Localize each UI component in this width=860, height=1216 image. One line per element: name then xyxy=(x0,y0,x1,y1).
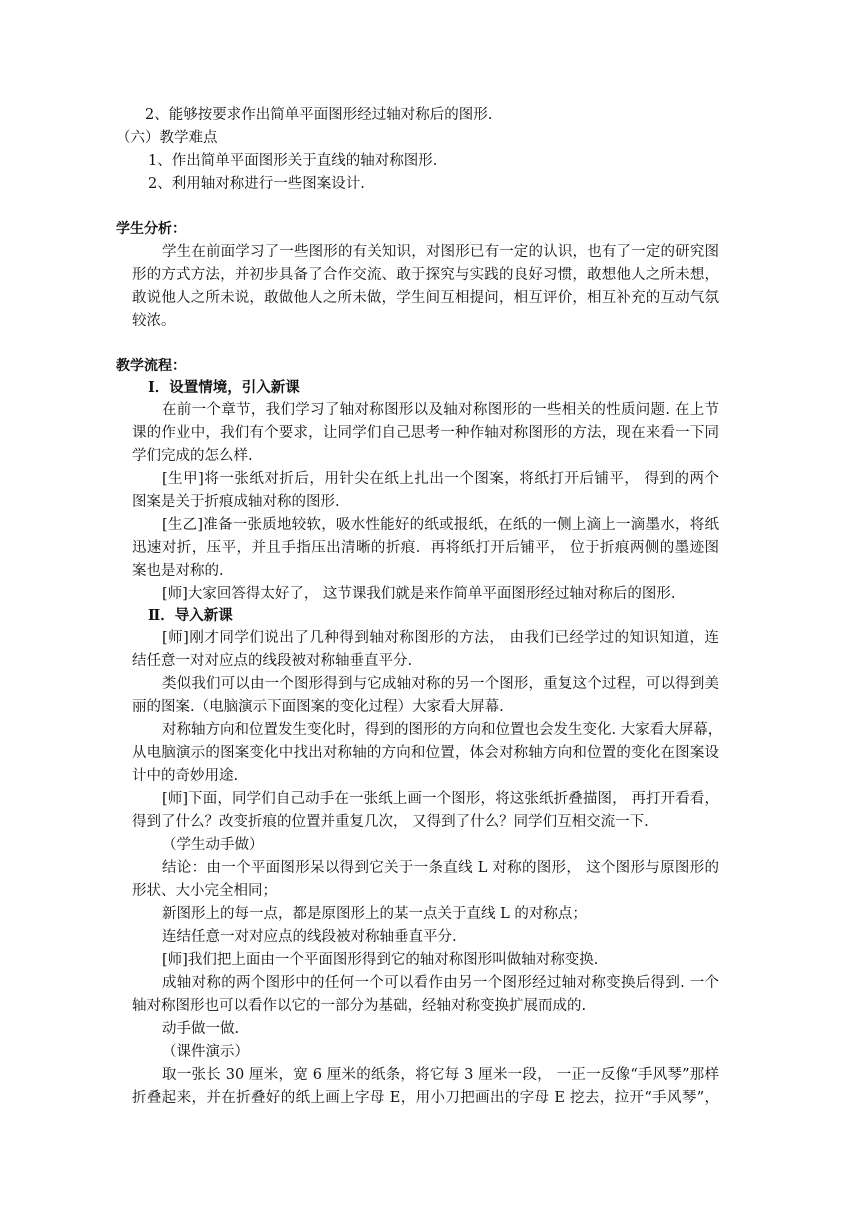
section-heading: 学生分析： xyxy=(116,221,186,237)
paragraph-line: 课的作业中，我们有个要求，让同学们自己思考一种作轴对称图形的方法，现在来看一下同 xyxy=(132,425,719,441)
paragraph-line: 成轴对称的两个图形中的任何一个可以看作由另一个图形经过轴对称变换后得到. 一个 xyxy=(162,975,719,991)
paragraph-line: 迅速对折，压平，并且手指压出清晰的折痕．再将纸打开后铺平， 位于折痕两侧的墨迹图 xyxy=(132,540,719,556)
paragraph-line: [师]下面，同学们自己动手在一张纸上画一个图形，将这张纸折叠描图， 再打开看看， xyxy=(162,791,719,807)
paragraph-line: 结论：由一个平面图形呆以得到它关于一条直线 L 对称的图形， 这个图形与原图形的 xyxy=(162,860,719,876)
paragraph-line: 较浓。 xyxy=(132,313,176,329)
paragraph-line: 计中的奇妙用途. xyxy=(132,768,239,784)
paragraph-line: 结任意一对对应点的线段被对称轴垂直平分. xyxy=(132,653,413,669)
paragraph-line: 敢说他人之所未说，敢做他人之所未做，学生间互相提问，相互评价，相互补充的互动气氛 xyxy=(132,290,719,306)
section-heading: 教学流程： xyxy=(116,358,186,374)
paragraph-line: 在前一个章节，我们学习了轴对称图形以及轴对称图形的一些相关的性质问题. 在上节 xyxy=(162,402,719,418)
paragraph-line: 连结任意一对对应点的线段被对称轴垂直平分. xyxy=(162,929,457,945)
paragraph-line: [师]我们把上面由一个平面图形得到它的轴对称图形叫做轴对称变换. xyxy=(162,952,599,968)
paragraph-line: 对称轴方向和位置发生变化时，得到的图形的方向和位置也会发生变化. 大家看大屏幕， xyxy=(162,722,723,738)
paragraph-line: [师]大家回答得太好了， 这节课我们就是来作简单平面图形经过轴对称后的图形. xyxy=(162,586,676,602)
paragraph-line: 学们完成的怎么样. xyxy=(132,448,253,464)
paragraph-line: 类似我们可以由一个图形得到与它成轴对称的另一个图形，重复这个过程，可以得到美 xyxy=(162,676,719,692)
paragraph-line: （课件演示） xyxy=(162,1044,249,1060)
paragraph-line: 取一张长 30 厘米，宽 6 厘米的纸条，将它每 3 厘米一段， 一正一反像“手风琴”那样 xyxy=(162,1067,719,1083)
paragraph-line: 丽的图案.（电脑演示下面图案的变化过程）大家看大屏幕. xyxy=(132,699,504,715)
text-line: 2、利用轴对称进行一些图案设计. xyxy=(148,176,365,192)
text-line: 2、能够按要求作出简单平面图形经过轴对称后的图形. xyxy=(145,107,493,123)
paragraph-line: 折叠起来，并在折叠好的纸上画上字母 E，用小刀把画出的字母 E 挖去，拉开“手风琴”， xyxy=(132,1090,719,1106)
paragraph-line: 案也是对称的. xyxy=(132,563,224,579)
paragraph-line: 学生在前面学习了一些图形的有关知识，对图形已有一定的认识，也有了一定的研究图 xyxy=(162,244,719,260)
paragraph-line: [生甲]将一张纸对折后，用针尖在纸上扎出一个图案，将纸打开后铺平， 得到的两个 xyxy=(162,471,719,487)
section-heading: （六）教学难点 xyxy=(116,130,218,146)
subsection-heading: Ⅱ．导入新课 xyxy=(148,607,233,624)
paragraph-line: 图案是关于折痕成轴对称的图形. xyxy=(132,494,340,510)
paragraph-line: [生乙]准备一张质地较软，吸水性能好的纸或报纸，在纸的一侧上滴上一滴墨水，将纸 xyxy=(162,517,719,533)
text-line: 1、作出简单平面图形关于直线的轴对称图形. xyxy=(148,153,438,169)
paragraph-line: 从电脑演示的图案变化中找出对称轴的方向和位置，体会对称轴方向和位置的变化在图案设 xyxy=(132,745,719,761)
paragraph-line: 动手做一做. xyxy=(162,1021,240,1037)
subsection-heading: Ⅰ．设置情境，引入新课 xyxy=(148,379,300,396)
paragraph-line: [师]刚才同学们说出了几种得到轴对称图形的方法， 由我们已经学过的知识知道，连 xyxy=(162,630,719,646)
paragraph-line: 形状、大小完全相同； xyxy=(132,883,277,899)
paragraph-line: 轴对称图形也可以看作以它的一部分为基础，经轴对称变换扩展而成的. xyxy=(132,998,587,1014)
paragraph-line: 新图形上的每一点，都是原图形上的某一点关于直线 L 的对称点； xyxy=(162,906,587,922)
paragraph-line: 得到了什么？改变折痕的位置并重复几次， 又得到了什么？同学们互相交流一下. xyxy=(132,814,649,830)
paragraph-line: （学生动手做） xyxy=(162,837,264,853)
paragraph-line: 形的方式方法，并初步具备了合作交流、敢于探究与实践的良好习惯，敢想他人之所未想， xyxy=(132,267,719,283)
